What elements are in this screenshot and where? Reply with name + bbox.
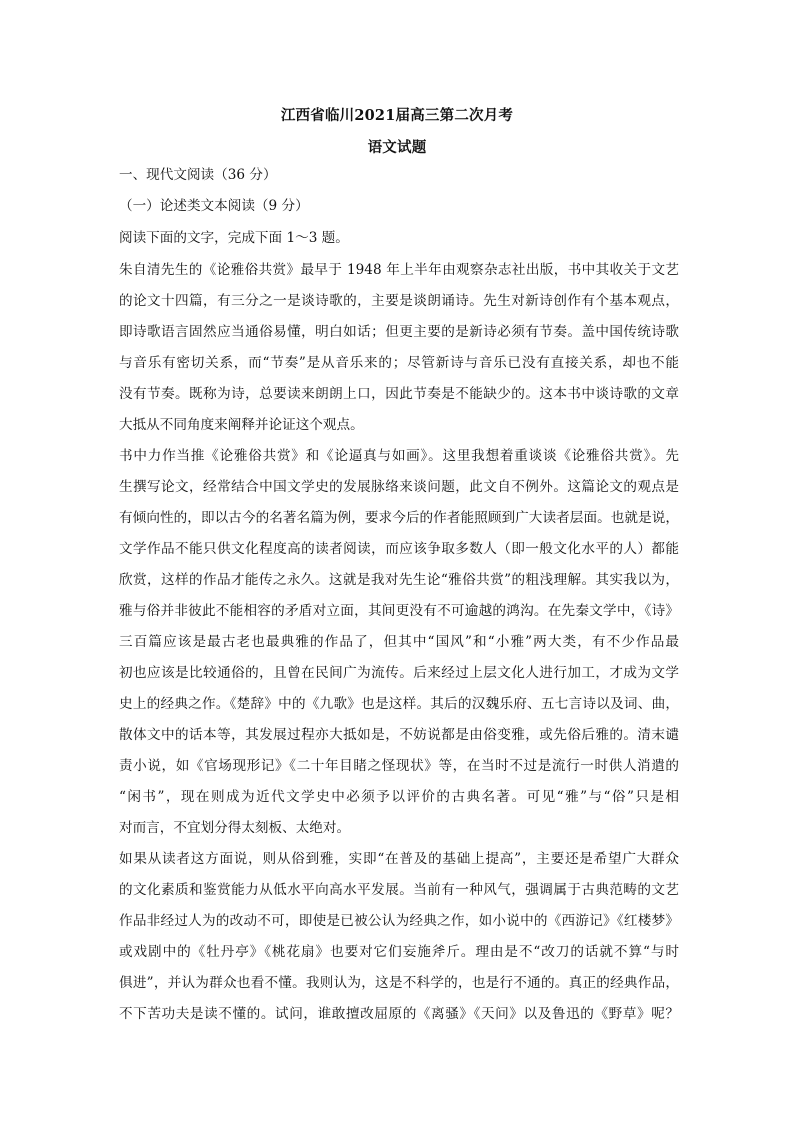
document-subtitle: 语文试题: [367, 139, 427, 156]
text-line: 的论文十四篇，有三分之一是谈诗歌的，主要是谈朗诵诗。先生对新诗创作有个基本观点，: [119, 293, 679, 309]
reading-instruction: 阅读下面的文字，完成下面 1～3 题。: [119, 230, 349, 246]
text-line: 或戏剧中的《牡丹亭》《桃花扇》也要对它们妄施斧斤。理由是不“改刀的话就不算“与时: [119, 944, 679, 960]
text-line: 初也应该是比较通俗的，且曾在民间广为流传。后来经过上层文化人进行加工，才成为文学: [119, 665, 679, 681]
text-line: 史上的经典之作。《楚辞》中的《九歌》也是这样。其后的汉魏乐府、五七言诗以及词、曲，: [119, 696, 679, 712]
text-line: 欣赏，这样的作品才能传之永久。这就是我对先生论“雅俗共赏”的粗浅理解。其实我以为，: [119, 572, 679, 588]
text-line: 不下苦功夫是读不懂的。试问，谁敢擅改屈原的《离骚》《天问》以及鲁迅的《野草》呢？: [119, 1006, 679, 1022]
text-line: 大抵从不同角度来阐释并论证这个观点。: [119, 417, 364, 433]
text-line: 对而言，不宜划分得太刻板、太绝对。: [119, 820, 351, 836]
text-line: “闲书”，现在则成为近代文学史中必须予以评价的古典名著。可见“雅”与“俗”只是相: [119, 789, 679, 805]
text-line: 责小说，如《官场现形记》《二十年目睹之怪现状》等，在当时不过是流行一时供人消遣的: [119, 758, 679, 774]
text-line: 作品非经过人为的改动不可，即使是已被公认为经典之作，如小说中的《西游记》《红楼梦》: [119, 913, 679, 929]
text-line: 没有节奏。既称为诗，总要读来朗朗上口，因此节奏是不能缺少的。这本书中谈诗歌的文章: [119, 386, 679, 402]
text-line: 生撰写论文，经常结合中国文学史的发展脉络来谈问题，此文自不例外。这篇论文的观点是: [119, 479, 679, 495]
text-line: 朱自清先生的《论雅俗共赏》最早于 1948 年上半年由观察杂志社出版，书中其收关于文艺: [119, 262, 679, 278]
section-heading: 一、现代文阅读（36 分）: [119, 167, 277, 183]
document-title: 江西省临川2021届高三第二次月考: [280, 107, 514, 124]
text-line: 如果从读者这方面说，则从俗到雅，实即“在普及的基础上提高”，主要还是希望广大群众: [119, 851, 679, 867]
text-line: 散体文中的话本等，其发展过程亦大抵如是，不妨说都是由俗变雅，或先俗后雅的。清末谴: [119, 727, 679, 743]
text-line: 的文化素质和鉴赏能力从低水平向高水平发展。当前有一种风气，强调属于古典范畴的文艺: [119, 882, 679, 898]
text-line: 与音乐有密切关系，而“节奏”是从音乐来的；尽管新诗与音乐已没有直接关系，却也不能: [119, 355, 679, 371]
text-line: 书中力作当推《论雅俗共赏》和《论逼真与如画》。这里我想着重谈谈《论雅俗共赏》。先: [119, 448, 679, 464]
text-line: 俱进”，并认为群众也看不懂。我则认为，这是不科学的，也是行不通的。真正的经典作品，: [119, 975, 679, 991]
text-line: 即诗歌语言固然应当通俗易懂，明白如话；但更主要的是新诗必须有节奏。盖中国传统诗歌: [119, 324, 679, 340]
text-line: 文学作品不能只供文化程度高的读者阅读，而应该争取多数人（即一般文化水平的人）都能: [119, 541, 679, 557]
section-subheading: （一）论述类文本阅读（9 分）: [119, 198, 309, 214]
text-line: 雅与俗并非彼此不能相容的矛盾对立面，其间更没有不可逾越的鸿沟。在先秦文学中，《诗》: [119, 603, 679, 619]
text-line: 三百篇应该是最古老也最典雅的作品了，但其中“国风”和“小雅”两大类，有不少作品最: [119, 634, 679, 650]
text-line: 有倾向性的，即以古今的名著名篇为例，要求今后的作者能照顾到广大读者层面。也就是说，: [119, 510, 679, 526]
